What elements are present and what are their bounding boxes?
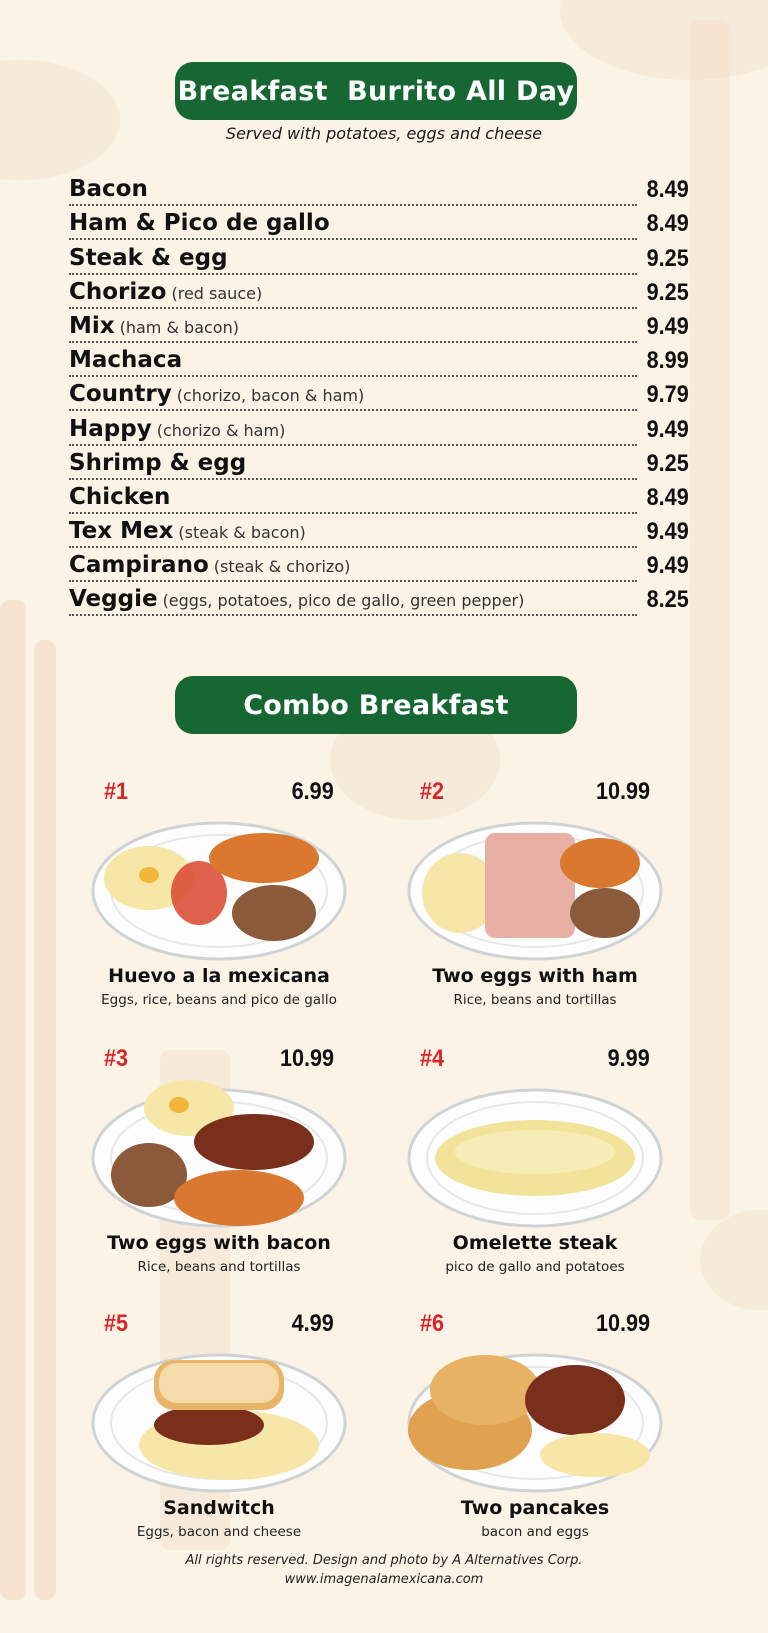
combo-number: #6 (420, 1310, 445, 1337)
menu-item-row (69, 347, 689, 381)
combo-description: Rice, beans and tortillas (453, 992, 617, 1008)
combo-description: Eggs, rice, beans and pico de gallo (101, 992, 337, 1008)
menu-item-name: Bacon (69, 176, 148, 203)
menu-item-price: 8.49 (646, 176, 689, 204)
plate-photo (89, 1345, 349, 1495)
combo-number: #4 (420, 1045, 445, 1072)
combo-name: Sandwitch (163, 1497, 275, 1519)
menu-item-leader (69, 552, 637, 582)
menu-item-leader (69, 245, 637, 275)
menu-item-leader (69, 313, 637, 343)
background-cactus-stalk (34, 640, 56, 1600)
menu-item-name: Chicken (69, 483, 171, 510)
combo-name: Two eggs with ham (432, 965, 638, 987)
menu-item-leader (69, 347, 637, 377)
background-circle (0, 60, 120, 180)
menu-item-price: 9.25 (646, 278, 689, 306)
combo-price: 4.99 (291, 1310, 334, 1337)
combo-price: 10.99 (595, 1310, 650, 1337)
menu-item-price: 9.49 (646, 518, 689, 546)
combo-price: 6.99 (291, 778, 334, 805)
menu-item-leader (69, 210, 637, 240)
combo-description: Eggs, bacon and cheese (136, 1524, 302, 1540)
combo-name: Huevo a la mexicana (108, 965, 330, 987)
menu-item-row (69, 484, 689, 518)
background-circle (700, 1210, 768, 1310)
combo-price: 10.99 (279, 1045, 334, 1072)
menu-item-leader (69, 484, 637, 514)
menu-item-leader (69, 381, 637, 411)
plate-photo (89, 813, 349, 963)
combo-photo-wrap (84, 1320, 354, 1575)
menu-item-row (69, 450, 689, 484)
footer-website: www.imagenalamexicana.com (284, 1572, 484, 1587)
combo-photo-wrap (400, 788, 670, 1043)
burrito-section-subtitle: Served with potatoes, eggs and cheese (225, 124, 543, 143)
menu-item-note: (ham & bacon) (119, 317, 239, 337)
menu-item-name: Chorizo (69, 278, 167, 305)
menu-item-price: 9.25 (646, 244, 689, 272)
menu-item-name: Tex Mex (69, 518, 174, 545)
plate-photo (89, 1080, 349, 1230)
menu-item-leader (69, 176, 637, 206)
combo-name: Omelette steak (452, 1232, 618, 1254)
menu-item-note: (chorizo & ham) (156, 420, 286, 440)
menu-item-leader (69, 450, 637, 480)
menu-item-name: Happy (69, 415, 152, 442)
menu-item-row (69, 279, 689, 313)
menu-item-row (69, 244, 689, 278)
combo-photo-wrap (400, 1055, 670, 1310)
menu-item-row (69, 518, 689, 552)
menu-item-row (69, 210, 689, 244)
menu-item-name: Veggie (69, 586, 158, 613)
menu-item-price: 8.49 (646, 483, 689, 511)
menu-item-row (69, 313, 689, 347)
menu-item-leader (69, 416, 637, 446)
plate-photo (405, 1345, 665, 1495)
menu-item-note: (steak & chorizo) (213, 557, 351, 577)
combo-price: 9.99 (607, 1045, 650, 1072)
menu-item-price: 9.49 (646, 415, 689, 443)
menu-item-name: Machaca (69, 347, 183, 374)
menu-item-name: Steak & egg (69, 244, 228, 271)
combo-description: bacon and eggs (481, 1524, 589, 1540)
burrito-section-title: Breakfast Burrito All Day (177, 75, 575, 107)
menu-item-name: Shrimp & egg (69, 449, 247, 476)
burrito-section-banner (175, 62, 577, 120)
menu-item-note: (eggs, potatoes, pico de gallo, green pepper) (162, 591, 525, 611)
menu-item-name: Country (69, 381, 172, 408)
background-circle (560, 0, 768, 80)
combo-description: pico de gallo and potatoes (445, 1259, 625, 1275)
menu-item-name: Mix (69, 312, 115, 339)
menu-item-price: 8.25 (646, 586, 689, 614)
menu-item-note: (steak & bacon) (178, 523, 306, 543)
menu-item-price: 9.25 (646, 449, 689, 477)
menu-item-leader (69, 518, 637, 548)
menu-item-row (69, 176, 689, 210)
menu-item-row (69, 381, 689, 415)
combo-description: Rice, beans and tortillas (137, 1259, 301, 1275)
menu-item-price: 9.79 (646, 381, 689, 409)
plate-photo (405, 1080, 665, 1230)
combo-section-banner (175, 676, 577, 734)
menu-item-leader (69, 279, 637, 309)
combo-photo-wrap (84, 788, 354, 1043)
combo-name: Two eggs with bacon (107, 1232, 331, 1254)
menu-item-note: (red sauce) (171, 283, 263, 303)
menu-item-leader (69, 586, 637, 616)
burrito-menu-list (69, 176, 689, 620)
combo-photo-wrap (400, 1320, 670, 1575)
combo-number: #5 (104, 1310, 129, 1337)
combo-number: #3 (104, 1045, 129, 1072)
menu-item-name: Ham & Pico de gallo (69, 210, 330, 237)
combo-number: #2 (420, 778, 445, 805)
menu-item-row (69, 415, 689, 449)
combo-number: #1 (104, 778, 129, 805)
combo-name: Two pancakes (460, 1497, 610, 1519)
menu-item-price: 9.49 (646, 552, 689, 580)
footer-credits: All rights reserved. Design and photo by A Alternatives Corp. (185, 1553, 583, 1568)
combo-photo-wrap (84, 1055, 354, 1310)
combo-section-title: Combo Breakfast (243, 689, 509, 721)
menu-item-price: 8.49 (646, 210, 689, 238)
menu-item-name: Campirano (69, 552, 209, 579)
menu-item-note: (chorizo, bacon & ham) (176, 386, 365, 406)
background-cactus-stalk (0, 600, 26, 1600)
menu-item-row (69, 586, 689, 620)
background-cactus-stalk (690, 20, 730, 1220)
menu-item-price: 9.49 (646, 312, 689, 340)
combo-price: 10.99 (595, 778, 650, 805)
plate-photo (405, 813, 665, 963)
menu-item-price: 8.99 (646, 347, 689, 375)
menu-item-row (69, 552, 689, 586)
